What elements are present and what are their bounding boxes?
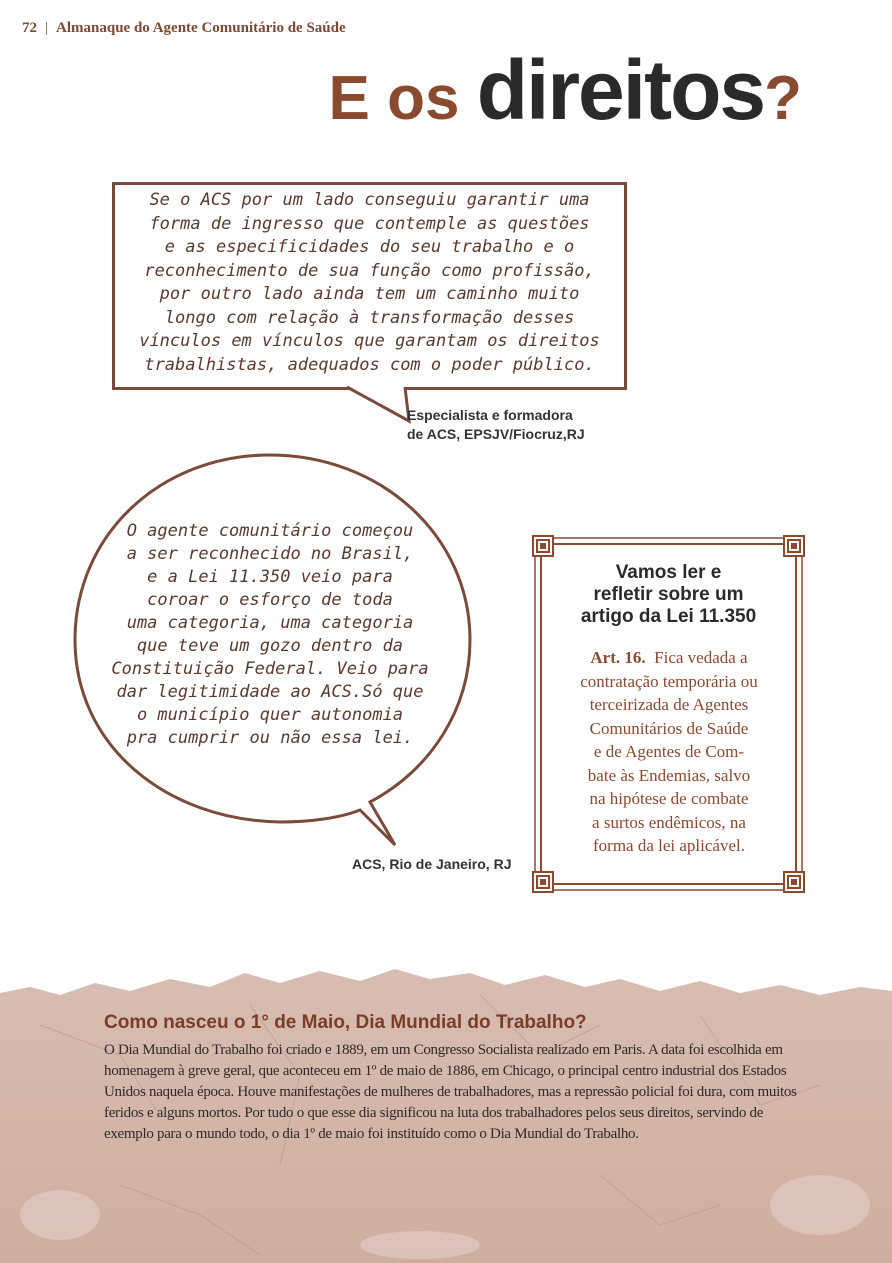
header-separator: | <box>45 20 49 36</box>
heading-line: artigo da Lei 11.350 <box>580 606 757 627</box>
law-line: contratação temporária ou <box>580 671 758 691</box>
quote-1-line: Se o ACS por um lado conseguiu garantir uma <box>149 190 590 210</box>
history-section <box>104 1012 809 1145</box>
quote-2-line: o município quer autonomia <box>136 705 404 725</box>
article-label: Art. 16. <box>590 648 646 667</box>
title-part-3: ? <box>764 64 802 133</box>
quote-2-line: O agente comunitário começou <box>126 521 414 541</box>
quote-2-line: dar legitimidade ao ACS.Só que <box>116 682 424 702</box>
attribution-line: de ACS, EPSJV/Fiocruz,RJ <box>407 426 585 442</box>
quote-1-line: forma de ingresso que contemple as questões <box>149 213 590 234</box>
quote-2-line: coroar o esforço de toda <box>147 590 393 610</box>
speech-bubble-rect <box>112 182 627 390</box>
quote-1-line: reconhecimento de sua função como profissão, <box>144 260 595 281</box>
page-title <box>328 43 802 137</box>
law-line: Comunitários de Saúde <box>589 718 749 738</box>
quote-2-line: a ser reconhecido no Brasil, <box>126 544 414 564</box>
quote-2-line: Constituição Federal. Veio para <box>111 659 429 679</box>
law-line: a surtos endêmicos, na <box>592 812 746 832</box>
quote-1-line: por outro lado ainda tem um caminho muito <box>159 284 580 304</box>
quote-2-line: uma categoria, uma categoria <box>126 613 414 633</box>
law-line: e de Agentes de Com- <box>593 742 745 761</box>
quote-2-line: pra cumprir ou não essa lei. <box>126 728 414 748</box>
heading-line: Vamos ler e <box>615 562 722 583</box>
quote-1-attribution <box>407 406 585 444</box>
law-article-box <box>531 534 806 894</box>
law-line: forma da lei aplicável. <box>593 836 745 855</box>
quote-1-text <box>115 185 624 381</box>
quote-1-line: e as especificidades do seu trabalho e o <box>164 237 575 257</box>
title-part-2: direitos <box>476 43 765 137</box>
quote-2 <box>95 520 445 750</box>
publication-title: Almanaque do Agente Comunitário de Saúde <box>56 20 346 36</box>
speech-bubble-tail <box>345 385 415 425</box>
history-body: O Dia Mundial do Trabalho foi criado e 1889, em um Congresso Socialista realizado em Paris. A data foi escolhida em homenagem à greve geral, que aconteceu em 1º de maio de 1886, em Chicago, o principal centro industrial dos Estados Unidos naquela época. Houve manifestações de mulheres de trabalhadores, mas a repressão policial foi dura, com muitos feridos e alguns mortos. Por tudo o que esse dia significou na luta dos trabalhadores pelos seus direitos, servindo de exemplo para o mundo todo, o dia 1º de maio foi instituído como o Dia Mundial do Trabalho. <box>104 1042 797 1142</box>
law-line: Fica vedada a <box>654 648 748 667</box>
heading-line: refletir sobre um <box>593 584 744 605</box>
history-heading: Como nasceu o 1° de Maio, Dia Mundial do Trabalho? <box>104 1012 587 1033</box>
running-header <box>22 20 346 37</box>
title-part-1: E os <box>328 64 477 133</box>
attribution-line: Especialista e formadora <box>407 407 573 423</box>
law-article-text <box>549 646 789 858</box>
quote-2-text <box>95 520 445 750</box>
quote-2-line: e a Lei 11.350 veio para <box>147 567 393 587</box>
quote-1-line: longo com relação à transformação desses <box>164 307 575 328</box>
quote-2-attribution: ACS, Rio de Janeiro, RJ <box>352 856 512 872</box>
quote-1-line: vínculos em vínculos que garantam os direitos <box>139 331 600 351</box>
law-line: bate às Endemias, salvo <box>587 765 751 785</box>
law-line: na hipótese de combate <box>589 789 749 808</box>
page-number: 72 <box>22 20 37 36</box>
quote-2-line: que teve um gozo dentro da <box>136 636 404 656</box>
law-box-heading <box>551 562 786 628</box>
law-line: terceirizada de Agentes <box>589 695 749 714</box>
quote-1-line: trabalhistas, adequados com o poder público. <box>144 354 595 375</box>
